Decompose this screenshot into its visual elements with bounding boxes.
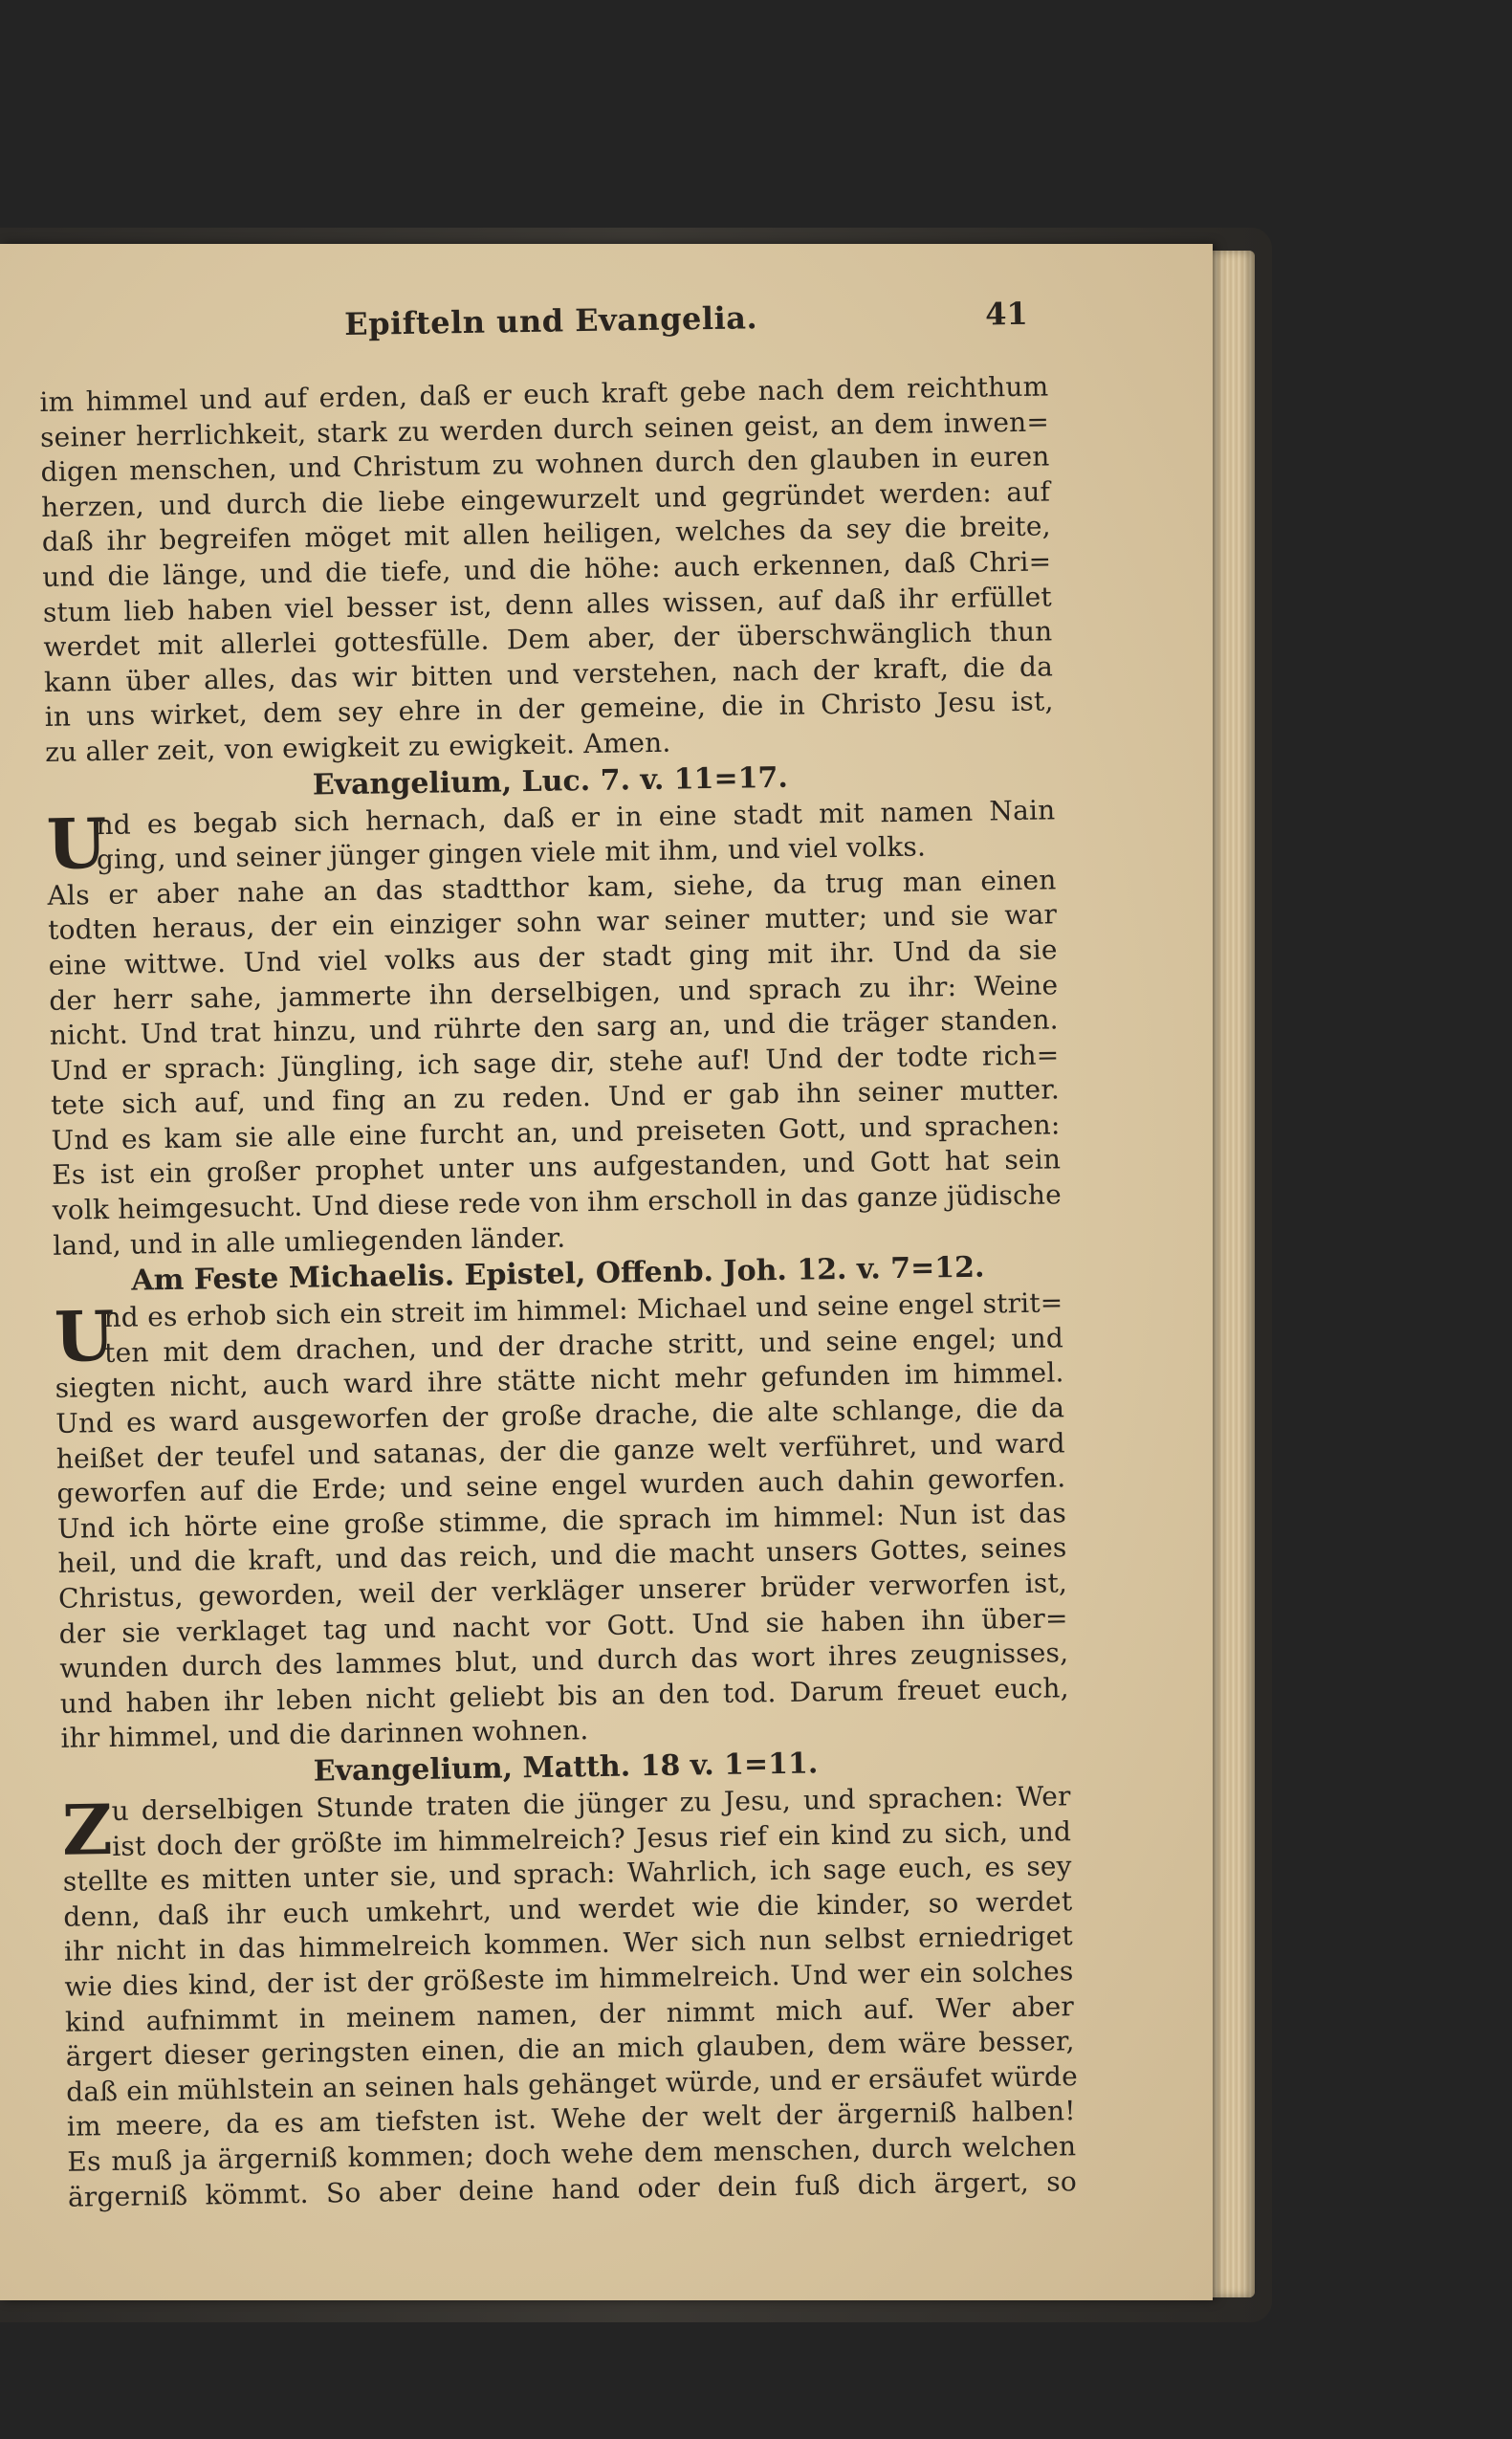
text-line: wunden durch des lammes blut, und durch das wort ihres zeugnisses, [59, 1637, 1069, 1685]
text-line: ten mit dem drachen, und der drache stritt, und seine engel; und [103, 1322, 1064, 1369]
text-line: stellte es mitten unter sie, und sprach: Wahrlich, ich sage euch, es sey [62, 1850, 1072, 1898]
text-line: Und ich hörte eine große stimme, die sprach im himmel: Nun ist das [56, 1497, 1067, 1545]
text-line: heißet der teufel und satanas, der die ganze welt verführet, und ward [55, 1426, 1065, 1475]
text-line: Als er aber nahe an das stadtthor kam, siehe, da trug man einen [47, 864, 1057, 912]
page-number: 41 [984, 295, 1029, 333]
text-line: ging, und seiner jünger gingen viele mit ihm, und viel volks. [96, 830, 927, 876]
text-line: Es ist ein großer prophet unter uns aufgestanden, und Gott hat sein [51, 1143, 1062, 1192]
text-line: geworfen auf die Erde; und seine engel wurden auch dahin geworfen. [56, 1461, 1066, 1510]
text-line: siegten nicht, auch ward ihre stätte nicht mehr gefunden im himmel. [55, 1356, 1064, 1405]
running-head: Epifteln und Evangelia. [343, 299, 758, 342]
text-line: ärgerniß kömmt. So aber deine hand oder dein fuß dich ärgert, so [67, 2164, 1078, 2213]
text-line: nd es begab sich hernach, daß er in eine stadt mit namen Nain [96, 793, 1056, 841]
text-line: digen menschen, und Christum zu wohnen durch den glauben in euren [40, 440, 1050, 489]
page-header [38, 295, 1048, 368]
text-line: Christus, geworden, weil der verkläger unserer brüder verworfen ist, [57, 1567, 1068, 1615]
text-line: seiner herrlichkeit, stark zu werden durch seinen geist, an dem inwen= [39, 406, 1050, 453]
text-line: nicht. Und trat hinzu, und rührte den sarg an, und die träger standen. [49, 1003, 1060, 1051]
text-line: ist doch der größte im himmelreich? Jesus rief ein kind zu sich, und [111, 1814, 1072, 1862]
text-line: Und es ward ausgeworfen der große drache, die alte schlange, die da [55, 1392, 1065, 1439]
text-line: stum lieb haben viel besser ist, denn alles wissen, auf daß ihr erfüllet [42, 580, 1053, 628]
drop-cap: Z [61, 1788, 114, 1871]
text-line: ihr nicht in das himmelreich kommen. Wer sich nun selbst erniedriget [63, 1920, 1074, 1968]
text-line: der sie verklaget tag und nacht vor Gott. Und sie haben ihn über= [58, 1601, 1068, 1650]
drop-cap: U [54, 1295, 116, 1378]
text-line: herzen, und durch die liebe eingewurzelt und gegründet werden: auf [40, 475, 1051, 523]
text-line: kann über alles, das wir bitten und verstehen, nach der kraft, die da [43, 650, 1054, 698]
text-line: im meere, da es am tiefsten ist. Wehe der welt der ärgerniß halben! [66, 2095, 1076, 2143]
text-line: wie dies kind, der ist der größeste im himmelreich. Und wer ein solches [64, 1955, 1074, 2003]
epistle-revelation-paragraph [54, 1286, 1069, 1757]
text-line: volk heimgesucht. Und diese rede von ihm erscholl in das ganze jüdische [52, 1178, 1063, 1226]
gospel-luke-paragraph [46, 793, 1062, 1263]
text-line: im himmel und auf erden, daß er euch kraft gebe nach dem reichthum [39, 370, 1049, 418]
text-line: u derselbigen Stunde traten die jünger zu Jesu, und sprachen: Wer [111, 1780, 1071, 1827]
text-line: Und er sprach: Jüngling, ich sage dir, stehe auf! Und der todte rich= [50, 1039, 1060, 1087]
text-line: heil, und die kraft, und das reich, und die macht unsers Gottes, seines [57, 1531, 1067, 1580]
text-line: ärgert dieser geringsten einen, die an mich glauben, dem wäre besser, [65, 2025, 1075, 2073]
text-block [38, 295, 1077, 2214]
section-heading-matthew: Evangelium, Matth. 18 v. 1=11. [313, 1747, 819, 1789]
text-line: zu aller zeit, von ewigkeit zu ewigkeit. Amen. [44, 726, 671, 768]
text-line: tete sich auf, und fing an zu reden. Und er gab ihn seiner mutter. [50, 1073, 1061, 1122]
intro-paragraph [39, 369, 1054, 770]
text-line: ihr himmel, und die darinnen wohnen. [60, 1714, 589, 1755]
drop-cap: U [46, 802, 108, 885]
text-line: in uns wirket, dem sey ehre in der gemeine, die in Christo Jesu ist, [44, 685, 1054, 734]
text-line: und die länge, und die tiefe, und die höhe: auch erkennen, daß Chri= [42, 545, 1052, 593]
text-line: daß ein mühlstein an seinen hals gehänget würde, und er ersäufet würde [65, 2059, 1079, 2108]
text-line: land, und in alle umliegenden länder. [53, 1221, 566, 1262]
book-page [0, 244, 1213, 2300]
text-line: der herr sahe, jammerte ihn derselbigen, und sprach zu ihr: Weine [49, 968, 1059, 1017]
gospel-matthew-paragraph [61, 1779, 1077, 2215]
text-line: Es muß ja ärgerniß kommen; doch wehe dem menschen, durch welchen [67, 2130, 1077, 2178]
text-line: und haben ihr leben nicht geliebt bis an den tod. Darum freuet euch, [59, 1672, 1070, 1720]
section-heading-michaelis: Am Feste Michaelis. Epistel, Offenb. Joh. 12. v. 7=12. [131, 1250, 985, 1298]
text-line: nd es erhob sich ein streit im himmel: Michael und seine engel strit= [103, 1286, 1063, 1334]
text-line: denn, daß ihr euch umkehrt, und werdet wie die kinder, so werdet [63, 1884, 1073, 1933]
section-heading-luke: Evangelium, Luc. 7. v. 11=17. [312, 760, 789, 802]
text-line: daß ihr begreifen möget mit allen heiligen, welches da sey die breite, [41, 510, 1051, 559]
text-line: Und es kam sie alle eine furcht an, und preiseten Gott, und sprachen: [51, 1109, 1061, 1156]
text-line: todten heraus, der ein einziger sohn war seiner mutter; und sie war [47, 898, 1058, 947]
text-line: werdet mit allerlei gottesfülle. Dem aber, der überschwänglich thun [43, 615, 1053, 664]
text-line: kind aufnimmt in meinem namen, der nimmt mich auf. Wer aber [64, 1989, 1075, 2038]
text-line: eine wittwe. Und viel volks aus der stadt ging mit ihr. Und da sie [48, 934, 1058, 981]
